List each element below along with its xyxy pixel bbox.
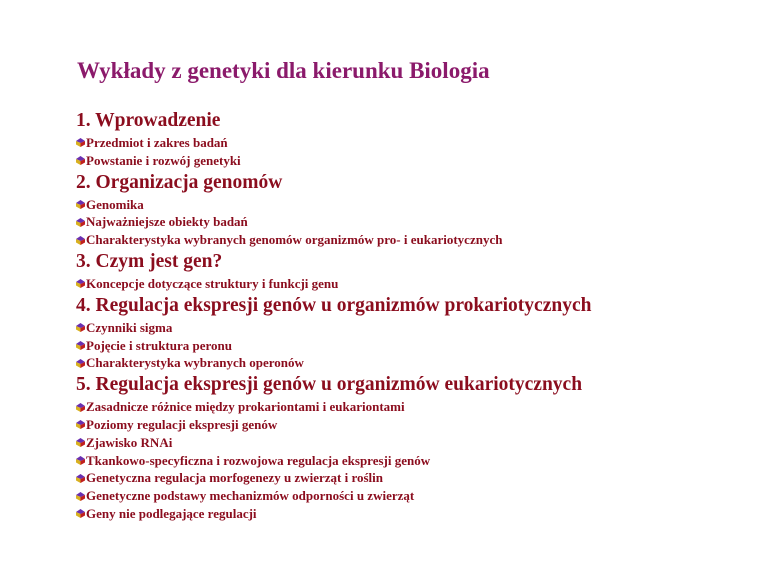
list-item (76, 416, 591, 434)
list-item-label: Najważniejsze obiekty badań (86, 214, 248, 230)
diamond-bullet-icon (76, 420, 85, 429)
list-item (76, 213, 591, 231)
list-item-label: Genetyczna regulacja morfogenezy u zwierząt i roślin (86, 470, 383, 486)
list-item (76, 275, 591, 293)
list-item (76, 354, 591, 372)
list-item (76, 434, 591, 452)
diamond-bullet-icon (76, 456, 85, 465)
list-item (76, 469, 591, 487)
list-item (76, 487, 591, 505)
list-item (76, 134, 591, 152)
list-item-label: Przedmiot i zakres badań (86, 135, 228, 150)
diamond-bullet-icon (76, 323, 85, 332)
diamond-bullet-icon (76, 403, 85, 412)
diamond-bullet-icon (76, 438, 85, 447)
section (76, 170, 591, 249)
lecture-outline (76, 108, 591, 523)
list-item-label: Charakterystyka wybranych operonów (86, 355, 304, 371)
section-heading: 2. Organizacja genomów (76, 171, 283, 193)
section (76, 249, 591, 293)
diamond-bullet-icon (76, 341, 85, 350)
list-item-label: Pojęcie i struktura peronu (86, 337, 232, 353)
diamond-bullet-icon (76, 359, 85, 368)
list-item-label: Geny nie podlegające regulacji (86, 505, 257, 521)
list-item (76, 196, 591, 214)
slide-title: Wykłady z genetyki dla kierunku Biologia (77, 58, 490, 83)
diamond-bullet-icon (76, 474, 85, 483)
list-item-label: Zjawisko RNAi (86, 434, 173, 450)
diamond-bullet-icon (76, 218, 85, 227)
diamond-bullet-icon (76, 279, 85, 288)
list-item-label: Charakterystyka wybranych genomów organizmów pro- i eukariotycznych (86, 232, 503, 248)
section-heading: 1. Wprowadzenie (76, 110, 221, 131)
section-heading: 4. Regulacja ekspresji genów u organizmów prokariotycznych (76, 294, 592, 316)
list-item-label: Tkankowo-specyficzna i rozwojowa regulacja ekspresji genów (86, 452, 431, 468)
section-heading: 3. Czym jest gen? (76, 250, 223, 272)
list-item-label: Koncepcje dotyczące struktury i funkcji genu (86, 275, 339, 291)
list-item-label: Zasadnicze różnice między prokariontami i eukariontami (86, 399, 405, 415)
diamond-bullet-icon (76, 200, 85, 209)
list-item-label: Genetyczne podstawy mechanizmów odporności u zwierząt (86, 488, 415, 504)
list-item (76, 152, 591, 170)
diamond-bullet-icon (76, 492, 85, 501)
list-item-label: Czynniki sigma (86, 319, 173, 335)
list-item (76, 231, 591, 249)
list-item (76, 319, 591, 337)
list-item-label: Poziomy regulacji ekspresji genów (86, 416, 278, 432)
list-item-label: Powstanie i rozwój genetyki (86, 152, 241, 168)
list-item (76, 452, 591, 470)
section (76, 372, 591, 523)
list-item (76, 505, 591, 523)
diamond-bullet-icon (76, 138, 85, 147)
diamond-bullet-icon (76, 236, 85, 245)
list-item (76, 337, 591, 355)
diamond-bullet-icon (76, 156, 85, 165)
section (76, 293, 591, 372)
list-item-label: Genomika (86, 196, 144, 212)
diamond-bullet-icon (76, 509, 85, 518)
list-item (76, 398, 591, 416)
section (76, 108, 591, 170)
section-heading: 5. Regulacja ekspresji genów u organizmów eukariotycznych (76, 374, 583, 396)
